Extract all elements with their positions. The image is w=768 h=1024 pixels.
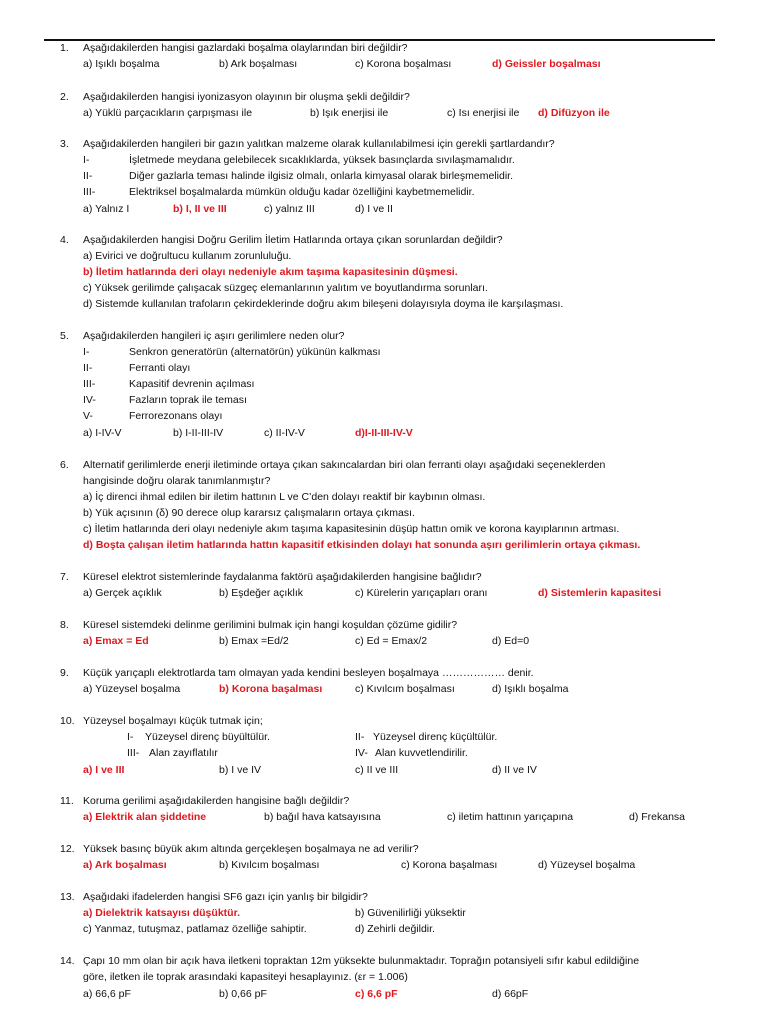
option-d[interactable]: d) 66pF (492, 988, 529, 1000)
option-a[interactable]: a) İç direnci ihmal edilen bir iletim hattının L ve C’den dolayı reaktif bir kaybının olması. (83, 491, 486, 503)
option-c[interactable]: c) yalnız III (264, 203, 315, 215)
option-c[interactable]: c) Korona başalması (401, 859, 498, 871)
option-a[interactable]: a) Emax = Ed (83, 635, 149, 647)
option-d[interactable]: d) Sistemde kullanılan trafoların çekirdeklerinde doğru akım bileşeni dolayısıyla doyma ile karşılaşması. (83, 298, 564, 310)
option-c[interactable]: c) Yanmaz, tutuşmaz, patlamaz özelliğe sahiptir. (83, 923, 307, 935)
option-b[interactable]: b) İletim hatlarında deri olayı nedeniyle akım taşıma kapasitesinin düşmesi. (83, 266, 458, 278)
option-d[interactable]: d) Geissler boşalması (492, 58, 601, 70)
option-b[interactable]: b) Eşdeğer açıklık (219, 587, 304, 599)
option-d[interactable]: d) Zehirli değildir. (355, 923, 435, 935)
option-b[interactable]: b) Kıvılcım boşalması (219, 859, 320, 871)
option-c[interactable]: c) Yüksek gerilimde çalışacak süzgeç elemanlarının yalıtım ve boyutlandırma sorunları. (83, 282, 488, 294)
option-c[interactable]: c) Isı enerjisi ile (447, 107, 520, 119)
option-d[interactable]: d) I ve II (355, 203, 393, 215)
option-d[interactable]: d) Yüzeysel boşalma (538, 859, 636, 871)
option-b[interactable]: b) I ve IV (219, 764, 262, 776)
top-rule (44, 39, 715, 41)
option-b[interactable]: b) 0,66 pF (219, 988, 267, 1000)
option-d[interactable]: d) II ve IV (492, 764, 537, 776)
option-c[interactable]: c) Ed = Emax/2 (355, 635, 428, 647)
option-d[interactable]: d) Frekansa (629, 811, 686, 823)
option-c[interactable]: c) 6,6 pF (355, 988, 398, 1000)
option-b[interactable]: b) I-II-III-IV (173, 427, 224, 439)
option-b[interactable]: b) Emax =Ed/2 (219, 635, 289, 647)
option-a[interactable]: a) Evirici ve doğrultucu kullanım zorunluluğu. (83, 250, 292, 262)
option-b[interactable]: b) I, II ve III (173, 203, 227, 215)
option-a[interactable]: a) I-IV-V (83, 427, 122, 439)
option-a[interactable]: a) Dielektrik katsayısı düşüktür. (83, 907, 240, 919)
option-a[interactable]: a) 66,6 pF (83, 988, 131, 1000)
option-a[interactable]: a) Işıklı boşalma (83, 58, 160, 70)
option-a[interactable]: a) I ve III (83, 764, 125, 776)
option-d[interactable]: d) Boşta çalışan iletim hatlarında hattın kapasitif etkisinden dolayı hat sonunda aşırı gerilimlerin ortaya çıkması. (83, 539, 641, 551)
option-b[interactable]: b) Işık enerjisi ile (310, 107, 389, 119)
option-a[interactable]: a) Yüklü parçacıkların çarpışması ile (83, 107, 253, 119)
option-d[interactable]: d) Işıklı boşalma (492, 683, 569, 695)
option-d[interactable]: d) Difüzyon ile (538, 107, 610, 119)
option-b[interactable]: b) bağıl hava katsayısına (264, 811, 381, 823)
option-c[interactable]: c) Kürelerin yarıçapları oranı (355, 587, 488, 599)
question-14-continued: göre, iletken ile toprak arasındaki kapasiteyi hesaplayınız. (εr = 1.006) (83, 971, 408, 983)
option-c[interactable]: c) II-IV-V (264, 427, 305, 439)
option-b[interactable]: b) Ark boşalması (219, 58, 298, 70)
option-d[interactable]: d) Ed=0 (492, 635, 530, 647)
option-a[interactable]: a) Yüzeysel boşalma (83, 683, 181, 695)
option-d[interactable]: d) Sistemlerin kapasitesi (538, 587, 662, 599)
option-a[interactable]: a) Yalnız I (83, 203, 130, 215)
option-c[interactable]: c) Korona boşalması (355, 58, 452, 70)
option-c[interactable]: c) II ve III (355, 764, 399, 776)
question-6-continued: hangisinde doğru olarak tanımlanmıştır? (83, 475, 271, 487)
option-a[interactable]: a) Elektrik alan şiddetine (83, 811, 207, 823)
option-c[interactable]: c) iletim hattının yarıçapına (447, 811, 574, 823)
option-a[interactable]: a) Gerçek açıklık (83, 587, 162, 599)
option-b[interactable]: b) Yük açısının (δ) 90 derece olup kararsız çalışmaların ortaya çıkması. (83, 507, 415, 519)
option-c[interactable]: c) İletim hatlarında deri olayı nedeniyle akım taşıma kapasitesinin düşüp hattın omik ve korona kayıplarının artması. (83, 523, 620, 535)
option-d[interactable]: d)I-II-III-IV-V (355, 427, 413, 439)
option-a[interactable]: a) Ark boşalması (83, 859, 167, 871)
option-c[interactable]: c) Kıvılcım boşalması (355, 683, 455, 695)
option-b[interactable]: b) Korona başalması (219, 683, 323, 695)
option-b[interactable]: b) Güvenilirliği yüksektir (355, 907, 466, 919)
